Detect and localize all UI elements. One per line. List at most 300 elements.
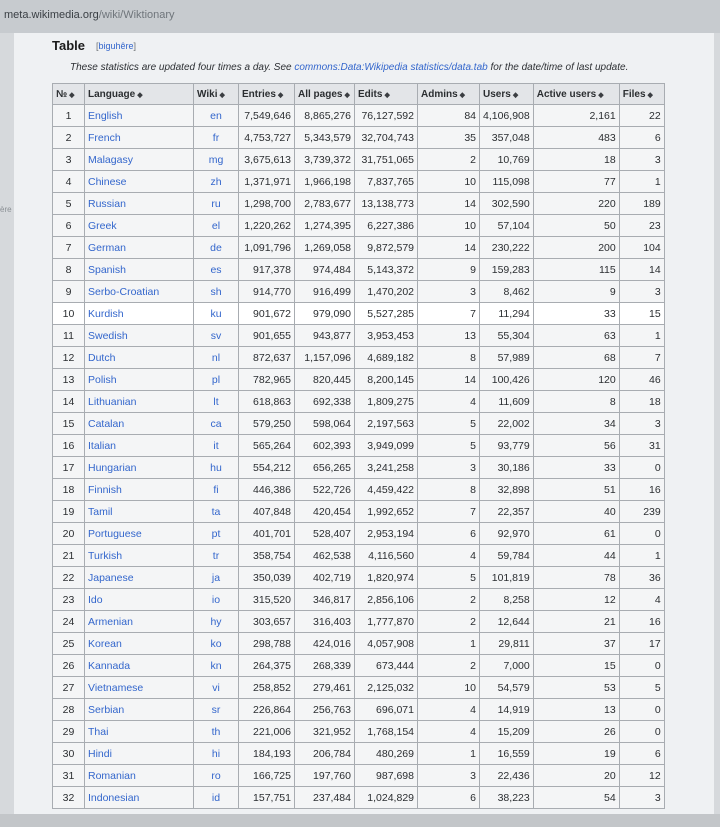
- stat-cell: 20: [533, 765, 619, 787]
- language-link[interactable]: Turkish: [85, 545, 194, 567]
- stat-cell: 987,698: [355, 765, 418, 787]
- rank-cell: 12: [53, 347, 85, 369]
- stat-cell: 23: [619, 215, 664, 237]
- stat-cell: 357,048: [480, 127, 534, 149]
- table-row: [53, 699, 665, 721]
- stat-cell: 2: [418, 589, 480, 611]
- language-link[interactable]: Finnish: [85, 479, 194, 501]
- stat-cell: 76,127,592: [355, 105, 418, 127]
- stat-cell: 6: [619, 743, 664, 765]
- stat-cell: 54,579: [480, 677, 534, 699]
- entries-cell: 303,657: [239, 611, 295, 633]
- table-row: [53, 567, 665, 589]
- entries-cell: 579,250: [239, 413, 295, 435]
- rank-cell: 16: [53, 435, 85, 457]
- stat-cell: 483: [533, 127, 619, 149]
- table-row: [53, 479, 665, 501]
- wiki-code-link[interactable]: th: [194, 721, 239, 743]
- wiki-code-link[interactable]: sr: [194, 699, 239, 721]
- stat-cell: 15: [533, 655, 619, 677]
- stat-cell: 10,769: [480, 149, 534, 171]
- wiki-code-link[interactable]: ku: [194, 303, 239, 325]
- language-link[interactable]: Dutch: [85, 347, 194, 369]
- language-link[interactable]: Portuguese: [85, 523, 194, 545]
- column-header-label: Admins: [421, 88, 458, 100]
- stat-cell: 4,689,182: [355, 347, 418, 369]
- entries-cell: 7,549,646: [239, 105, 295, 127]
- wiki-code-link[interactable]: el: [194, 215, 239, 237]
- stat-cell: 8,200,145: [355, 369, 418, 391]
- stat-cell: 4: [418, 699, 480, 721]
- rank-cell: 25: [53, 633, 85, 655]
- stat-cell: 6: [418, 787, 480, 809]
- language-link[interactable]: Vietnamese: [85, 677, 194, 699]
- stat-cell: 35: [418, 127, 480, 149]
- language-link[interactable]: German: [85, 237, 194, 259]
- rank-cell: 8: [53, 259, 85, 281]
- stat-cell: 1,777,870: [355, 611, 418, 633]
- wiki-code-link[interactable]: hu: [194, 457, 239, 479]
- stat-cell: 26: [533, 721, 619, 743]
- stat-cell: 5: [418, 567, 480, 589]
- language-link[interactable]: Thai: [85, 721, 194, 743]
- wiki-code-link[interactable]: vi: [194, 677, 239, 699]
- stat-cell: 21: [533, 611, 619, 633]
- wiki-code-link[interactable]: hy: [194, 611, 239, 633]
- stat-cell: 3: [619, 281, 664, 303]
- stat-cell: 68: [533, 347, 619, 369]
- stat-cell: 480,269: [355, 743, 418, 765]
- stat-cell: 2,783,677: [295, 193, 355, 215]
- stat-cell: 528,407: [295, 523, 355, 545]
- table-row: [53, 105, 665, 127]
- entries-cell: 258,852: [239, 677, 295, 699]
- rank-cell: 31: [53, 765, 85, 787]
- sort-icon[interactable]: ◆: [69, 91, 75, 99]
- wiki-code-link[interactable]: kn: [194, 655, 239, 677]
- browser-address-bar[interactable]: [0, 0, 720, 33]
- wiki-code-link[interactable]: sh: [194, 281, 239, 303]
- entries-cell: 1,371,971: [239, 171, 295, 193]
- stat-cell: 22,002: [480, 413, 534, 435]
- stat-cell: 1,274,395: [295, 215, 355, 237]
- stat-cell: 2,161: [533, 105, 619, 127]
- rank-cell: 30: [53, 743, 85, 765]
- rank-cell: 3: [53, 149, 85, 171]
- stat-cell: 3,949,099: [355, 435, 418, 457]
- language-link[interactable]: Tamil: [85, 501, 194, 523]
- table-row: [53, 413, 665, 435]
- stat-cell: 4,106,908: [480, 105, 534, 127]
- wiki-code-link[interactable]: it: [194, 435, 239, 457]
- table-header-row: [53, 84, 665, 105]
- stat-cell: 7: [619, 347, 664, 369]
- sort-icon[interactable]: ◆: [384, 91, 390, 99]
- stat-cell: 16,559: [480, 743, 534, 765]
- column-header[interactable]: [85, 84, 194, 105]
- language-link[interactable]: Serbo-Croatian: [85, 281, 194, 303]
- rank-cell: 9: [53, 281, 85, 303]
- stat-cell: 18: [533, 149, 619, 171]
- rank-cell: 15: [53, 413, 85, 435]
- entries-cell: 1,220,262: [239, 215, 295, 237]
- stat-cell: 3: [619, 413, 664, 435]
- stat-cell: 206,784: [295, 743, 355, 765]
- column-header-label: Entries: [242, 88, 276, 100]
- stat-cell: 51: [533, 479, 619, 501]
- entries-cell: 901,672: [239, 303, 295, 325]
- stat-cell: 0: [619, 655, 664, 677]
- stat-cell: 3,953,453: [355, 325, 418, 347]
- stat-cell: 46: [619, 369, 664, 391]
- column-header[interactable]: [480, 84, 534, 105]
- stat-cell: 3: [619, 149, 664, 171]
- stat-cell: 77: [533, 171, 619, 193]
- wiki-code-link[interactable]: id: [194, 787, 239, 809]
- stat-cell: 8: [418, 347, 480, 369]
- section-title: Table: [52, 38, 85, 53]
- wiki-code-link[interactable]: ta: [194, 501, 239, 523]
- stat-cell: 14: [418, 369, 480, 391]
- stat-cell: 10: [418, 171, 480, 193]
- sort-icon[interactable]: ◆: [647, 91, 653, 99]
- table-row: [53, 633, 665, 655]
- rank-cell: 5: [53, 193, 85, 215]
- stat-cell: 602,393: [295, 435, 355, 457]
- stat-cell: 16: [619, 479, 664, 501]
- stat-cell: 4,459,422: [355, 479, 418, 501]
- wiki-code-link[interactable]: zh: [194, 171, 239, 193]
- stat-cell: 979,090: [295, 303, 355, 325]
- stat-cell: 5: [418, 413, 480, 435]
- language-link[interactable]: Ido: [85, 589, 194, 611]
- rank-cell: 20: [53, 523, 85, 545]
- entries-cell: 1,091,796: [239, 237, 295, 259]
- language-link[interactable]: Chinese: [85, 171, 194, 193]
- wiki-code-link[interactable]: de: [194, 237, 239, 259]
- entries-cell: 157,751: [239, 787, 295, 809]
- stat-cell: 2,197,563: [355, 413, 418, 435]
- wiki-code-link[interactable]: pt: [194, 523, 239, 545]
- stat-cell: 7,837,765: [355, 171, 418, 193]
- stat-cell: 1: [619, 545, 664, 567]
- stat-cell: 7,000: [480, 655, 534, 677]
- column-header[interactable]: [533, 84, 619, 105]
- stat-cell: 522,726: [295, 479, 355, 501]
- stat-cell: 2,856,106: [355, 589, 418, 611]
- stat-cell: 420,454: [295, 501, 355, 523]
- stat-cell: 1: [619, 171, 664, 193]
- stat-cell: 189: [619, 193, 664, 215]
- stat-cell: 159,283: [480, 259, 534, 281]
- table-row: [53, 369, 665, 391]
- column-header[interactable]: [355, 84, 418, 105]
- stat-cell: 59,784: [480, 545, 534, 567]
- stat-cell: 8,865,276: [295, 105, 355, 127]
- stat-cell: 32,898: [480, 479, 534, 501]
- sort-icon[interactable]: ◆: [598, 91, 604, 99]
- column-header[interactable]: [295, 84, 355, 105]
- stat-cell: 424,016: [295, 633, 355, 655]
- column-header[interactable]: [619, 84, 664, 105]
- column-header[interactable]: [194, 84, 239, 105]
- data-tab-link[interactable]: commons:Data:Wikipedia statistics/data.tab: [294, 62, 488, 73]
- stat-cell: 13,138,773: [355, 193, 418, 215]
- stat-cell: 2: [418, 611, 480, 633]
- wiki-code-link[interactable]: ro: [194, 765, 239, 787]
- stat-cell: 31,751,065: [355, 149, 418, 171]
- wiki-code-link[interactable]: lt: [194, 391, 239, 413]
- language-link[interactable]: Catalan: [85, 413, 194, 435]
- rank-cell: 18: [53, 479, 85, 501]
- entries-cell: 618,863: [239, 391, 295, 413]
- table-row: [53, 325, 665, 347]
- stat-cell: 692,338: [295, 391, 355, 413]
- rank-cell: 19: [53, 501, 85, 523]
- sort-icon[interactable]: ◆: [459, 91, 466, 99]
- table-row: [53, 237, 665, 259]
- entries-cell: 554,212: [239, 457, 295, 479]
- stat-cell: 2: [418, 149, 480, 171]
- column-header-label: Users: [483, 88, 511, 100]
- stat-cell: 17: [619, 633, 664, 655]
- rank-cell: 29: [53, 721, 85, 743]
- stat-cell: 10: [418, 215, 480, 237]
- entries-cell: 872,637: [239, 347, 295, 369]
- rank-cell: 23: [53, 589, 85, 611]
- stat-cell: 115: [533, 259, 619, 281]
- language-link[interactable]: Korean: [85, 633, 194, 655]
- stat-cell: 78: [533, 567, 619, 589]
- table-row: [53, 303, 665, 325]
- stat-cell: 22,357: [480, 501, 534, 523]
- table-row: [53, 127, 665, 149]
- language-link[interactable]: Japanese: [85, 567, 194, 589]
- stat-cell: 50: [533, 215, 619, 237]
- entries-cell: 1,298,700: [239, 193, 295, 215]
- column-header[interactable]: [418, 84, 480, 105]
- stat-cell: 40: [533, 501, 619, 523]
- wiki-code-link[interactable]: ja: [194, 567, 239, 589]
- stat-cell: 31: [619, 435, 664, 457]
- column-header[interactable]: [53, 84, 85, 105]
- rank-cell: 27: [53, 677, 85, 699]
- stat-cell: 8,462: [480, 281, 534, 303]
- url-text[interactable]: [4, 9, 175, 21]
- language-link[interactable]: Kurdish: [85, 303, 194, 325]
- wiki-code-link[interactable]: mg: [194, 149, 239, 171]
- sort-icon[interactable]: ◆: [277, 91, 284, 99]
- wiki-code-link[interactable]: en: [194, 105, 239, 127]
- stat-cell: 13: [533, 699, 619, 721]
- edit-section-link[interactable]: [biguhêre]: [96, 41, 137, 51]
- language-link[interactable]: Russian: [85, 193, 194, 215]
- sort-icon[interactable]: ◆: [219, 91, 225, 99]
- wiki-code-link[interactable]: ko: [194, 633, 239, 655]
- rank-cell: 14: [53, 391, 85, 413]
- entries-cell: 3,675,613: [239, 149, 295, 171]
- entries-cell: 4,753,727: [239, 127, 295, 149]
- sort-icon[interactable]: ◆: [512, 91, 519, 99]
- wiki-code-link[interactable]: fr: [194, 127, 239, 149]
- wiki-code-link[interactable]: es: [194, 259, 239, 281]
- language-link[interactable]: Armenian: [85, 611, 194, 633]
- entries-cell: 315,520: [239, 589, 295, 611]
- table-row: [53, 391, 665, 413]
- stat-cell: 5: [418, 435, 480, 457]
- language-link[interactable]: Lithuanian: [85, 391, 194, 413]
- stat-cell: 6: [619, 127, 664, 149]
- stat-cell: 14: [418, 193, 480, 215]
- entries-cell: 901,655: [239, 325, 295, 347]
- language-link[interactable]: Greek: [85, 215, 194, 237]
- stat-cell: 9: [418, 259, 480, 281]
- language-link[interactable]: Polish: [85, 369, 194, 391]
- table-row: [53, 347, 665, 369]
- entries-cell: 264,375: [239, 655, 295, 677]
- stat-cell: 2,953,194: [355, 523, 418, 545]
- column-header[interactable]: [239, 84, 295, 105]
- stat-cell: 1,157,096: [295, 347, 355, 369]
- wiki-code-link[interactable]: sv: [194, 325, 239, 347]
- stat-cell: 4: [418, 545, 480, 567]
- entries-cell: 407,848: [239, 501, 295, 523]
- stat-cell: 1,269,058: [295, 237, 355, 259]
- sort-icon[interactable]: ◆: [137, 91, 143, 99]
- language-link[interactable]: Romanian: [85, 765, 194, 787]
- bottom-edge: [0, 814, 720, 827]
- table-row: [53, 171, 665, 193]
- table-row: [53, 765, 665, 787]
- column-header-label: Files: [622, 88, 646, 100]
- table-row: [53, 655, 665, 677]
- stat-cell: 1,820,974: [355, 567, 418, 589]
- stat-cell: 61: [533, 523, 619, 545]
- stat-cell: 3: [619, 787, 664, 809]
- language-link[interactable]: Swedish: [85, 325, 194, 347]
- language-link[interactable]: Serbian: [85, 699, 194, 721]
- table-row: [53, 589, 665, 611]
- language-link[interactable]: Kannada: [85, 655, 194, 677]
- rank-cell: 1: [53, 105, 85, 127]
- stat-cell: 12: [533, 589, 619, 611]
- stat-cell: 10: [418, 677, 480, 699]
- stat-cell: 6,227,386: [355, 215, 418, 237]
- wiki-code-link[interactable]: nl: [194, 347, 239, 369]
- sort-icon[interactable]: ◆: [344, 91, 350, 99]
- table-row: [53, 435, 665, 457]
- entries-cell: 401,701: [239, 523, 295, 545]
- stat-cell: 4,116,560: [355, 545, 418, 567]
- rank-cell: 4: [53, 171, 85, 193]
- stat-cell: 22,436: [480, 765, 534, 787]
- entries-cell: 782,965: [239, 369, 295, 391]
- table-row: [53, 215, 665, 237]
- table-row: [53, 457, 665, 479]
- column-header-label: Active users: [536, 88, 597, 100]
- stat-cell: 9: [533, 281, 619, 303]
- language-link[interactable]: Hungarian: [85, 457, 194, 479]
- stat-cell: 0: [619, 523, 664, 545]
- rank-cell: 24: [53, 611, 85, 633]
- wiki-code-link[interactable]: fi: [194, 479, 239, 501]
- stat-cell: 316,403: [295, 611, 355, 633]
- stat-cell: 200: [533, 237, 619, 259]
- stat-cell: 820,445: [295, 369, 355, 391]
- stat-cell: 54: [533, 787, 619, 809]
- stat-cell: 7: [418, 303, 480, 325]
- stat-cell: 8: [533, 391, 619, 413]
- table-row: [53, 545, 665, 567]
- stat-cell: 7: [418, 501, 480, 523]
- stat-cell: 3: [418, 281, 480, 303]
- entries-cell: 917,378: [239, 259, 295, 281]
- stat-cell: 943,877: [295, 325, 355, 347]
- stat-cell: 1,992,652: [355, 501, 418, 523]
- wiki-code-link[interactable]: ru: [194, 193, 239, 215]
- table-row: [53, 721, 665, 743]
- rank-cell: 17: [53, 457, 85, 479]
- table-row: [53, 787, 665, 809]
- stat-cell: 5,343,579: [295, 127, 355, 149]
- stat-cell: 18: [619, 391, 664, 413]
- stat-cell: 916,499: [295, 281, 355, 303]
- stat-cell: 4: [619, 589, 664, 611]
- stat-cell: 93,779: [480, 435, 534, 457]
- stat-cell: 19: [533, 743, 619, 765]
- language-link[interactable]: Italian: [85, 435, 194, 457]
- stat-cell: 3: [418, 457, 480, 479]
- stat-cell: 3,241,258: [355, 457, 418, 479]
- edit-section-label[interactable]: biguhêre: [98, 41, 134, 51]
- wiki-code-link[interactable]: hi: [194, 743, 239, 765]
- stat-cell: 22: [619, 105, 664, 127]
- stat-cell: 402,719: [295, 567, 355, 589]
- stat-cell: 115,098: [480, 171, 534, 193]
- language-link[interactable]: Spanish: [85, 259, 194, 281]
- rank-cell: 2: [53, 127, 85, 149]
- stat-cell: 1,809,275: [355, 391, 418, 413]
- stat-cell: 57,104: [480, 215, 534, 237]
- table-row: [53, 501, 665, 523]
- stat-cell: 3,739,372: [295, 149, 355, 171]
- entries-cell: 166,725: [239, 765, 295, 787]
- wiki-code-link[interactable]: tr: [194, 545, 239, 567]
- stat-cell: 30,186: [480, 457, 534, 479]
- entries-cell: 298,788: [239, 633, 295, 655]
- language-link[interactable]: French: [85, 127, 194, 149]
- stat-cell: 4: [418, 391, 480, 413]
- column-header-label: Language: [88, 88, 136, 100]
- wiki-code-link[interactable]: io: [194, 589, 239, 611]
- stat-cell: 44: [533, 545, 619, 567]
- stat-cell: 34: [533, 413, 619, 435]
- table-row: [53, 193, 665, 215]
- stat-cell: 11,294: [480, 303, 534, 325]
- language-link[interactable]: English: [85, 105, 194, 127]
- stat-cell: 237,484: [295, 787, 355, 809]
- table-row: [53, 281, 665, 303]
- language-link[interactable]: Indonesian: [85, 787, 194, 809]
- rank-cell: 13: [53, 369, 85, 391]
- stat-cell: 1: [418, 743, 480, 765]
- language-link[interactable]: Malagasy: [85, 149, 194, 171]
- wiki-code-link[interactable]: ca: [194, 413, 239, 435]
- wiki-code-link[interactable]: pl: [194, 369, 239, 391]
- language-link[interactable]: Hindi: [85, 743, 194, 765]
- entries-cell: 221,006: [239, 721, 295, 743]
- stat-cell: 239: [619, 501, 664, 523]
